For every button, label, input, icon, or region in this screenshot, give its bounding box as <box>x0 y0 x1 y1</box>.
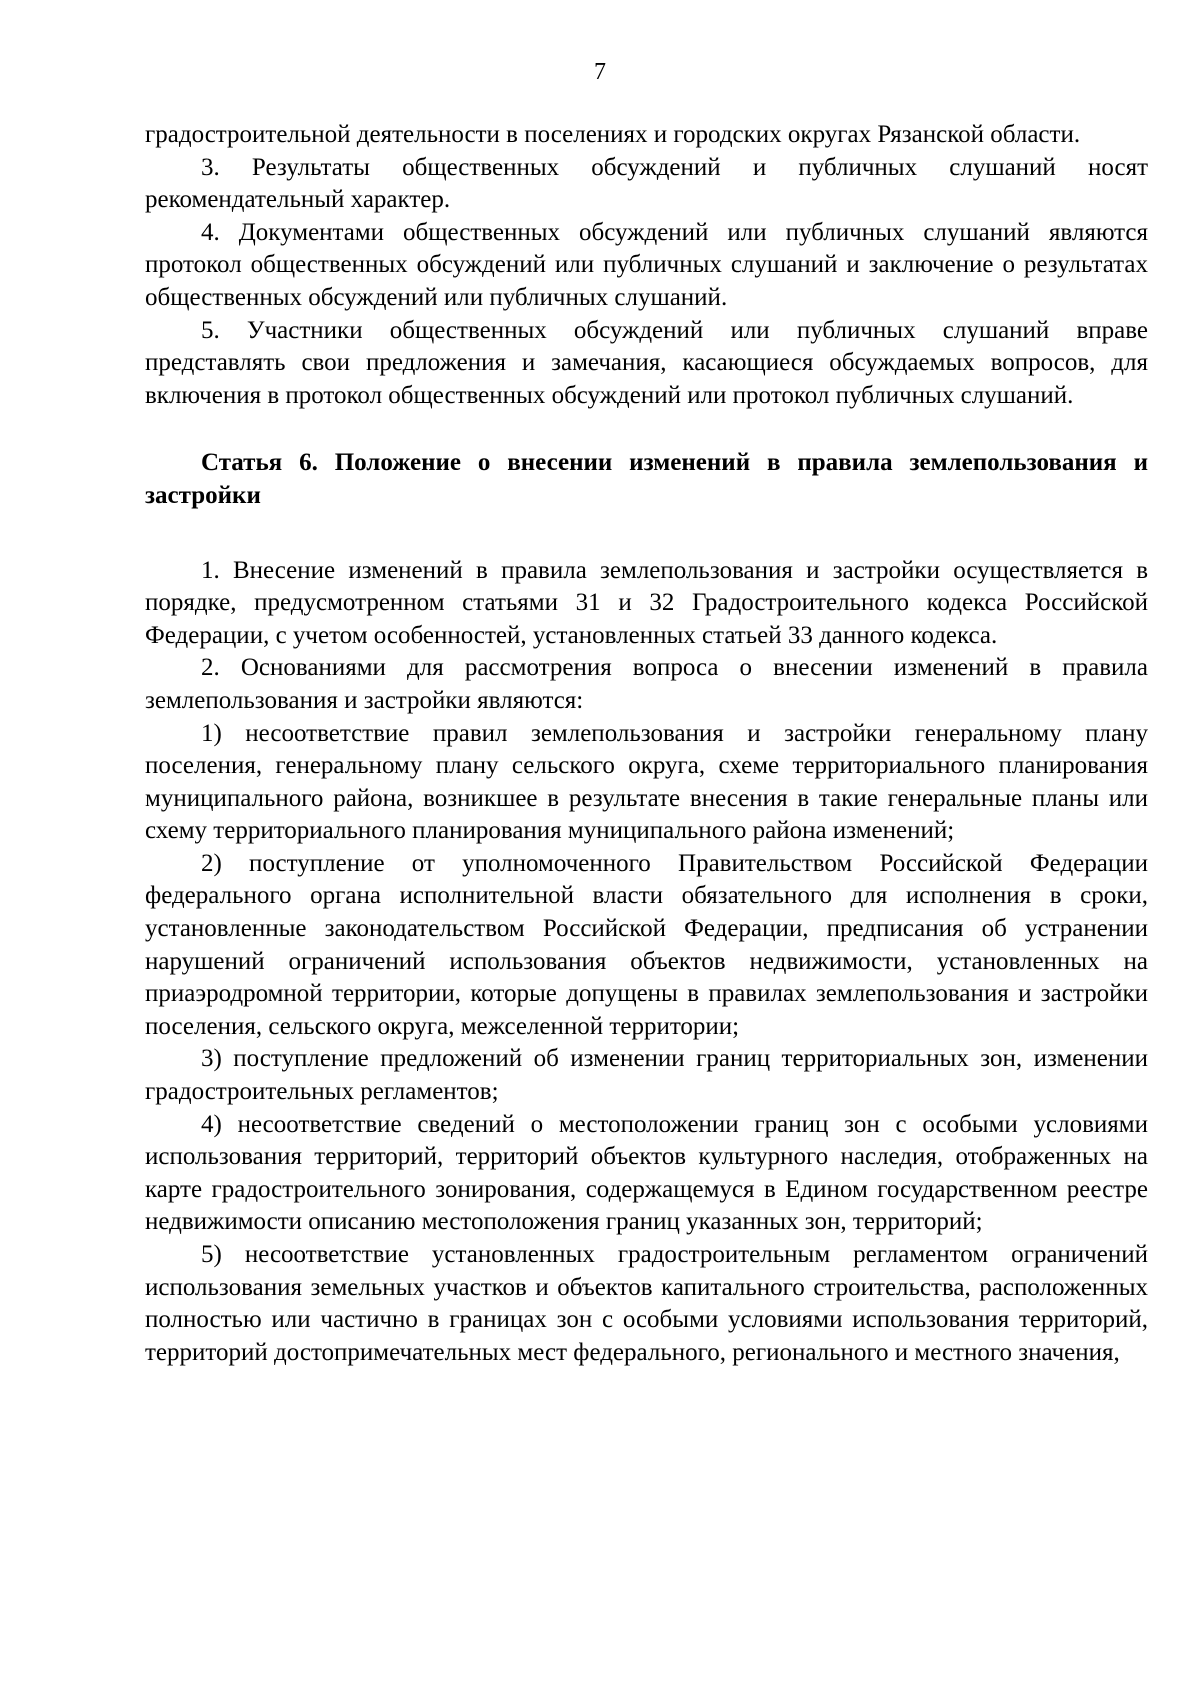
paragraph-item-3: 3. Результаты общественных обсуждений и публичных слушаний носят рекомендательный характер. <box>145 153 1148 214</box>
article-subitem-3: 3) поступление предложений об изменении границ территориальных зон, изменении градостроительных регламентов; <box>145 1045 1148 1106</box>
paragraph-item-4: 4. Документами общественных обсуждений или публичных слушаний являются протокол общественных обсуждений или публичных слушаний и заключение о результатах общественных обсуждений или публичных слушаний. <box>145 218 1148 311</box>
article-paragraph-2: 2. Основаниями для рассмотрения вопроса о внесении изменений в правила землепользования и застройки являются: <box>145 654 1148 714</box>
page-number: 7 <box>594 59 606 85</box>
article-paragraph-1: 1. Внесение изменений в правила землепользования и застройки осуществляется в порядке, предусмотренном статьями 31 и 32 Градостроительного кодекса Российской Федерации, с учетом особенностей, установленных статьей 33 данного кодекса. <box>145 556 1148 649</box>
article-subitem-2: 2) поступление от уполномоченного Правительством Российской Федерации федерального органа исполнительной власти обязательного для исполнения в сроки, установленные законодательством Российской Федерации, предписания об устранении нарушений ограничений использования объектов недвижимости, установленных на приаэродромной территории, которые допущены в правилах землепользования и застройки поселения, сельского округа, межселенной территории; <box>145 849 1148 1040</box>
article-subitem-1: 1) несоответствие правил землепользования и застройки генеральному плану поселения, генеральному плану сельского округа, схеме территориального планирования муниципального района, возникшее в результате внесения в такие генеральные планы или схему территориального планирования муниципального района изменений; <box>145 719 1148 845</box>
article-subitem-4: 4) несоответствие сведений о местоположении границ зон с особыми условиями использования территорий, территорий объектов культурного наследия, отображенных на карте градостроительного зонирования, содержащемуся в Едином государственном реестре недвижимости описанию местоположения границ указанных зон, территорий; <box>145 1110 1148 1236</box>
paragraph-continuation: градостроительной деятельности в поселениях и городских округах Рязанской области. <box>145 121 1081 148</box>
paragraph-item-5: 5. Участники общественных обсуждений или публичных слушаний вправе представлять свои предложения и замечания, касающиеся обсуждаемых вопросов, для включения в протокол общественных обсуждений или протокол публичных слушаний. <box>145 316 1148 409</box>
document-body <box>145 119 1148 1369</box>
article-subitem-5: 5) несоответствие установленных градостроительным регламентом ограничений использования земельных участков и объектов капитального строительства, расположенных полностью или частично в границах зон с особыми условиями использования территорий, территорий достопримечательных мест федерального, регионального и местного значения, <box>145 1241 1148 1366</box>
article-heading: Статья 6. Положение о внесении изменений в правила землепользования и застройки <box>145 449 1148 509</box>
